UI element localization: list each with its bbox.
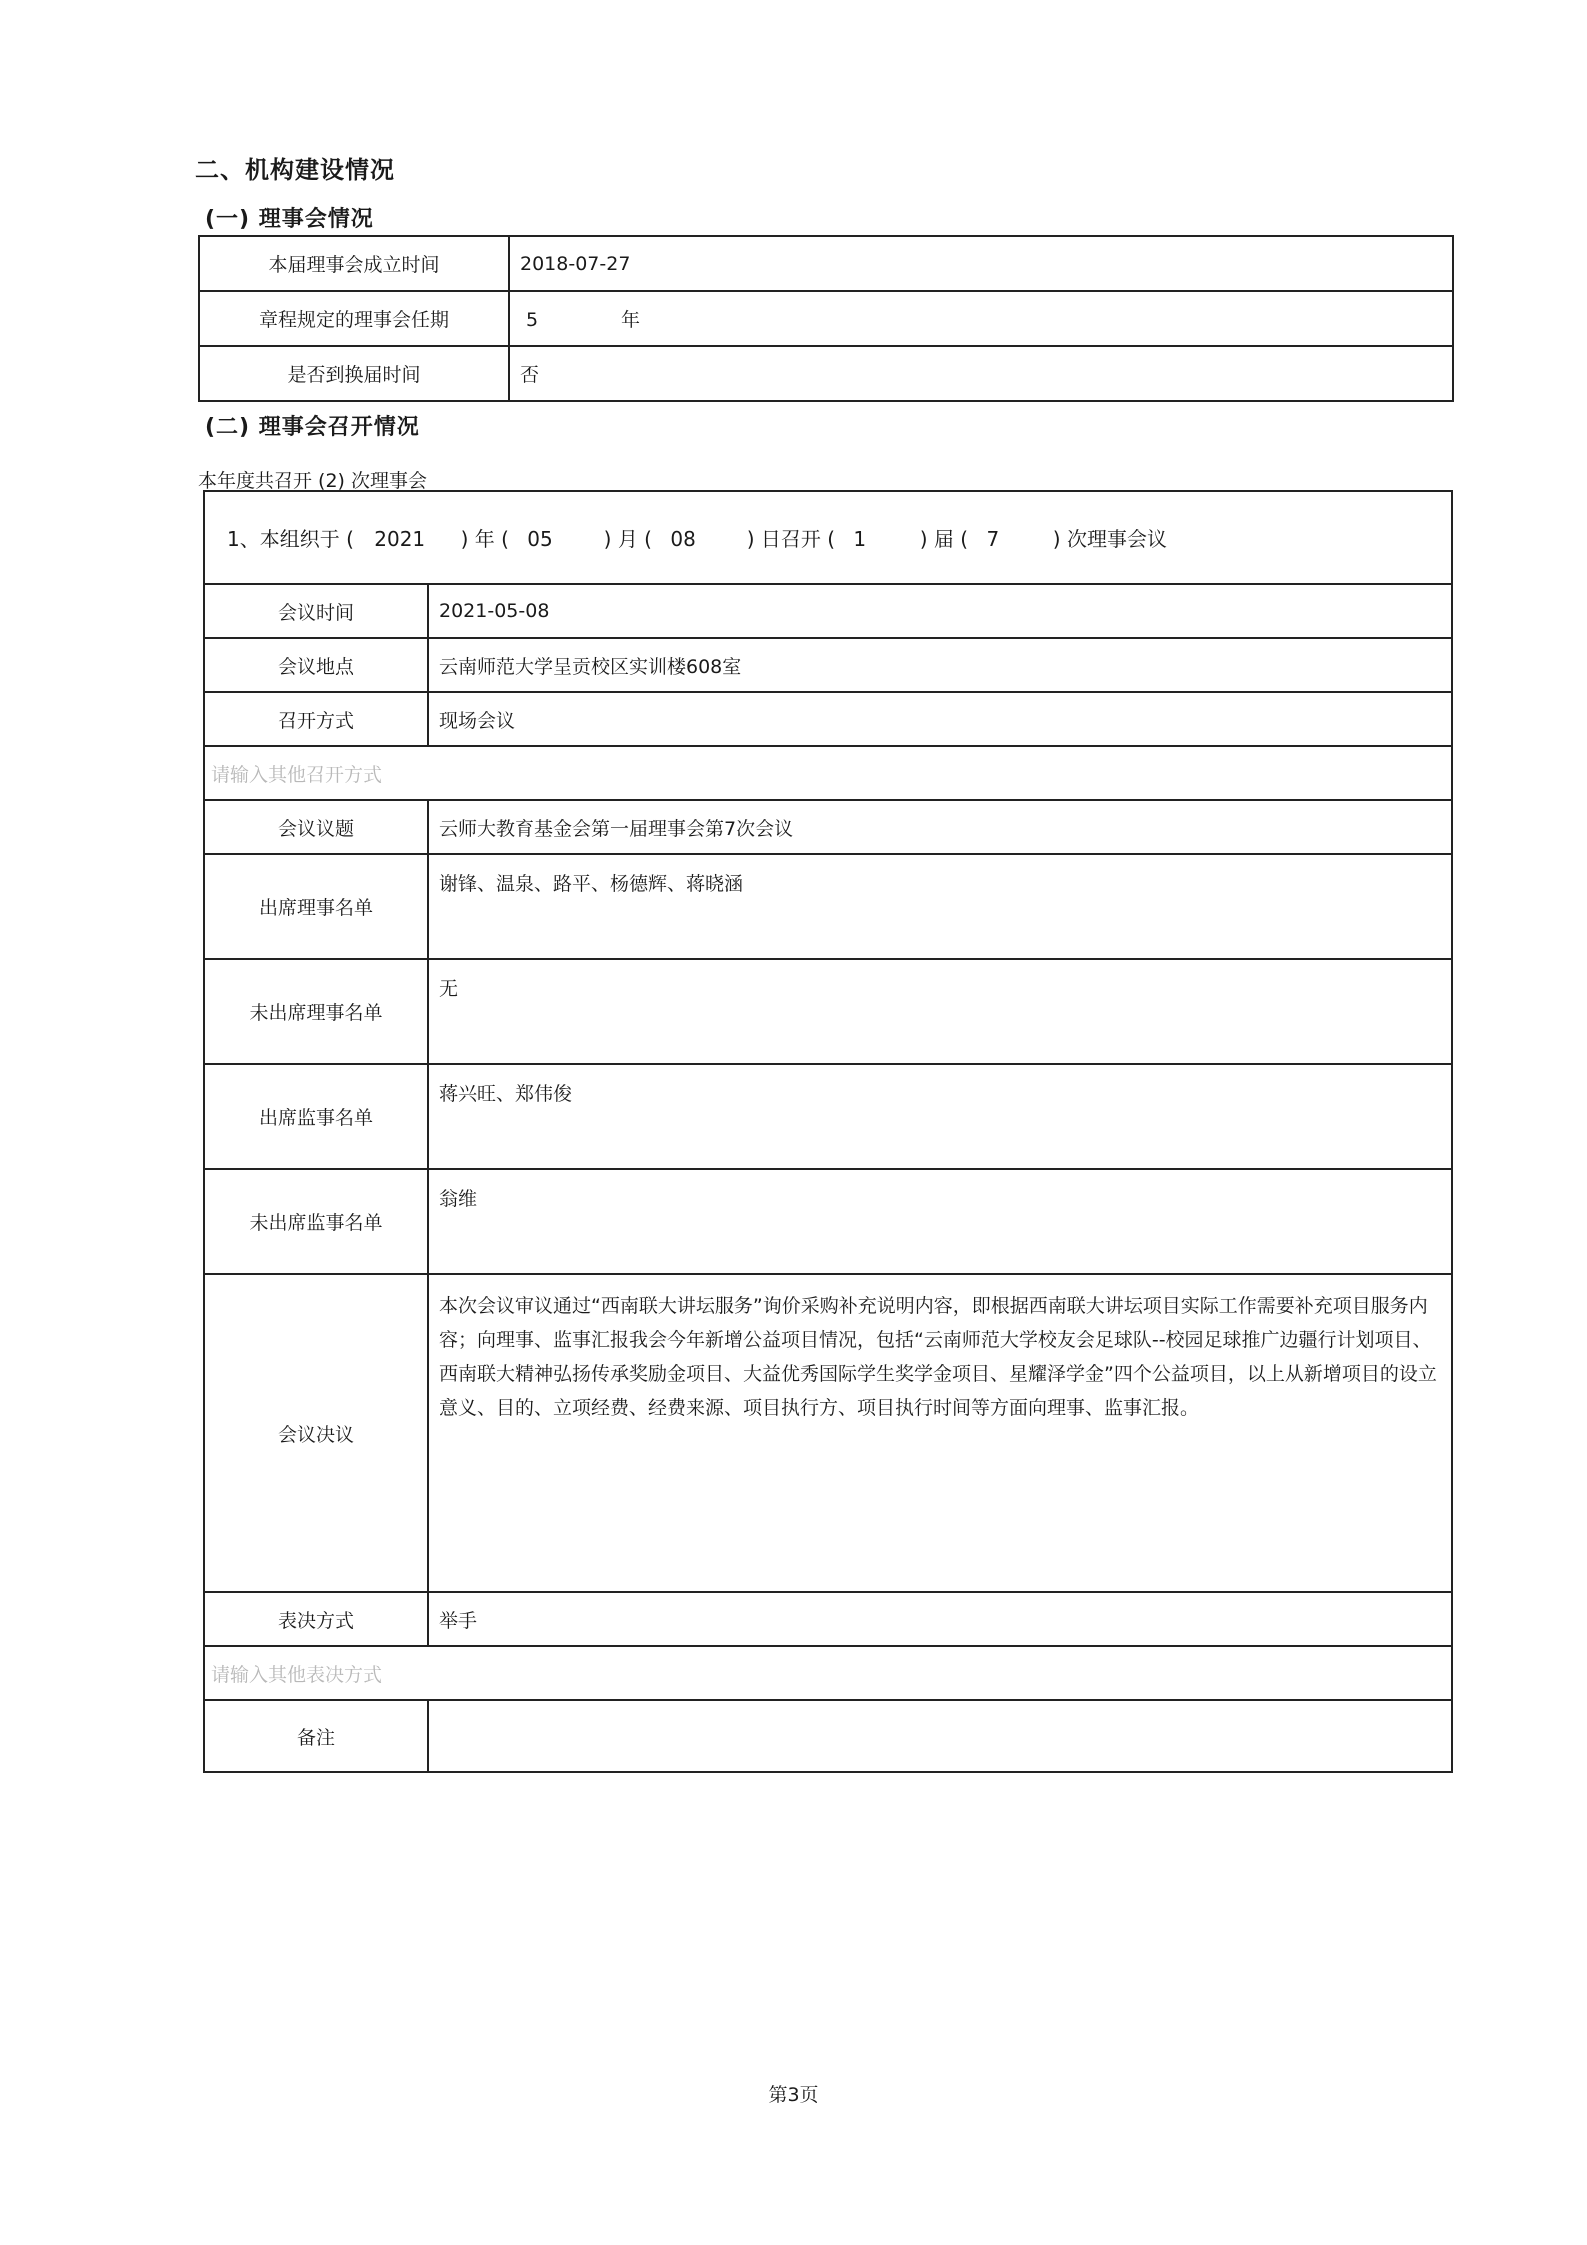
intro-month-suffix: ) 月 ( [603, 527, 652, 551]
present-directors-label: 出席理事名单 [204, 854, 428, 959]
intro-day-suffix: ) 日召开 ( [746, 527, 836, 551]
table-row [204, 491, 1452, 584]
meeting-method-value[interactable]: 现场会议 [428, 692, 1452, 746]
table-row [199, 291, 1453, 346]
absent-supervisors-label: 未出席监事名单 [204, 1169, 428, 1274]
meeting-topic-label: 会议议题 [204, 800, 428, 854]
meetings-summary: 本年度共召开 (2) 次理事会 [198, 470, 427, 492]
term-label: 章程规定的理事会任期 [199, 291, 509, 346]
table-row [204, 1274, 1452, 1592]
absent-directors-value[interactable]: 无 [428, 959, 1452, 1064]
resolution-value[interactable]: 本次会议审议通过“西南联大讲坛服务”询价采购补充说明内容，即根据西南联大讲坛项目实际工作需要补充项目服务内容；向理事、监事汇报我会今年新增公益项目情况，包括“云南师范大学校友会足球队--校园足球推广边疆行计划项目、西南联大精神弘扬传承奖励金项目、大益优秀国际学生奖学金项目、星耀泽学金”四个公益项目，以上从新增项目的设立意义、目的、立项经费、经费来源、项目执行方、项目执行时间等方面向理事、监事汇报。 [428, 1274, 1452, 1592]
other-vote-input[interactable]: 请输入其他表决方式 [204, 1646, 1452, 1700]
term-value: 5 [526, 309, 539, 331]
table-row [204, 959, 1452, 1064]
founded-date-value[interactable]: 2018-07-27 [509, 236, 1453, 291]
founded-date-label: 本届理事会成立时间 [199, 236, 509, 291]
remark-value[interactable] [428, 1700, 1452, 1772]
intro-term-suffix: ) 届 ( [919, 527, 969, 551]
table-row [204, 746, 1452, 800]
table-row [204, 638, 1452, 692]
table-row [204, 692, 1452, 746]
meeting-time-value[interactable]: 2021-05-08 [428, 584, 1452, 638]
meeting-method-label: 召开方式 [204, 692, 428, 746]
meeting-place-label: 会议地点 [204, 638, 428, 692]
section-title: 二、机构建设情况 [195, 156, 395, 184]
meeting-topic-value[interactable]: 云师大教育基金会第一届理事会第7次会议 [428, 800, 1452, 854]
board-heading: (一) 理事会情况 [205, 207, 374, 232]
table-row [204, 854, 1452, 959]
term-cell[interactable] [509, 291, 1453, 346]
table-row [199, 346, 1453, 401]
table-row [199, 236, 1453, 291]
present-directors-value[interactable]: 谢锋、温泉、路平、杨德辉、蒋晓涵 [428, 854, 1452, 959]
table-row [204, 800, 1452, 854]
intro-term[interactable]: 1 [853, 527, 867, 551]
intro-year[interactable]: 2021 [374, 527, 426, 551]
term-expired-label: 是否到换届时间 [199, 346, 509, 401]
table-row [204, 1064, 1452, 1169]
present-supervisors-value[interactable]: 蒋兴旺、郑伟俊 [428, 1064, 1452, 1169]
intro-day[interactable]: 08 [670, 527, 696, 551]
resolution-label: 会议决议 [204, 1274, 428, 1592]
other-method-input[interactable]: 请输入其他召开方式 [204, 746, 1452, 800]
page-number: 第3页 [768, 2084, 819, 2106]
present-supervisors-label: 出席监事名单 [204, 1064, 428, 1169]
meeting-table [203, 490, 1453, 1773]
remark-label: 备注 [204, 1700, 428, 1772]
meetings-heading: (二) 理事会召开情况 [205, 415, 420, 440]
absent-directors-label: 未出席理事名单 [204, 959, 428, 1064]
intro-session[interactable]: 7 [986, 527, 1000, 551]
intro-year-suffix: ) 年 ( [460, 527, 509, 551]
vote-method-label: 表决方式 [204, 1592, 428, 1646]
table-row [204, 1700, 1452, 1772]
meeting-time-label: 会议时间 [204, 584, 428, 638]
table-row [204, 1646, 1452, 1700]
vote-method-value[interactable]: 举手 [428, 1592, 1452, 1646]
absent-supervisors-value[interactable]: 翁维 [428, 1169, 1452, 1274]
intro-month[interactable]: 05 [527, 527, 553, 551]
table-row [204, 584, 1452, 638]
intro-session-suffix: ) 次理事会议 [1052, 527, 1167, 551]
table-row [204, 1169, 1452, 1274]
term-expired-value[interactable]: 否 [509, 346, 1453, 401]
intro-prefix: 1、本组织于 ( [227, 527, 354, 551]
board-info-table [198, 235, 1454, 402]
table-row [204, 1592, 1452, 1646]
meeting-place-value[interactable]: 云南师范大学呈贡校区实训楼608室 [428, 638, 1452, 692]
meeting-intro [204, 491, 1452, 584]
term-unit: 年 [621, 309, 641, 331]
